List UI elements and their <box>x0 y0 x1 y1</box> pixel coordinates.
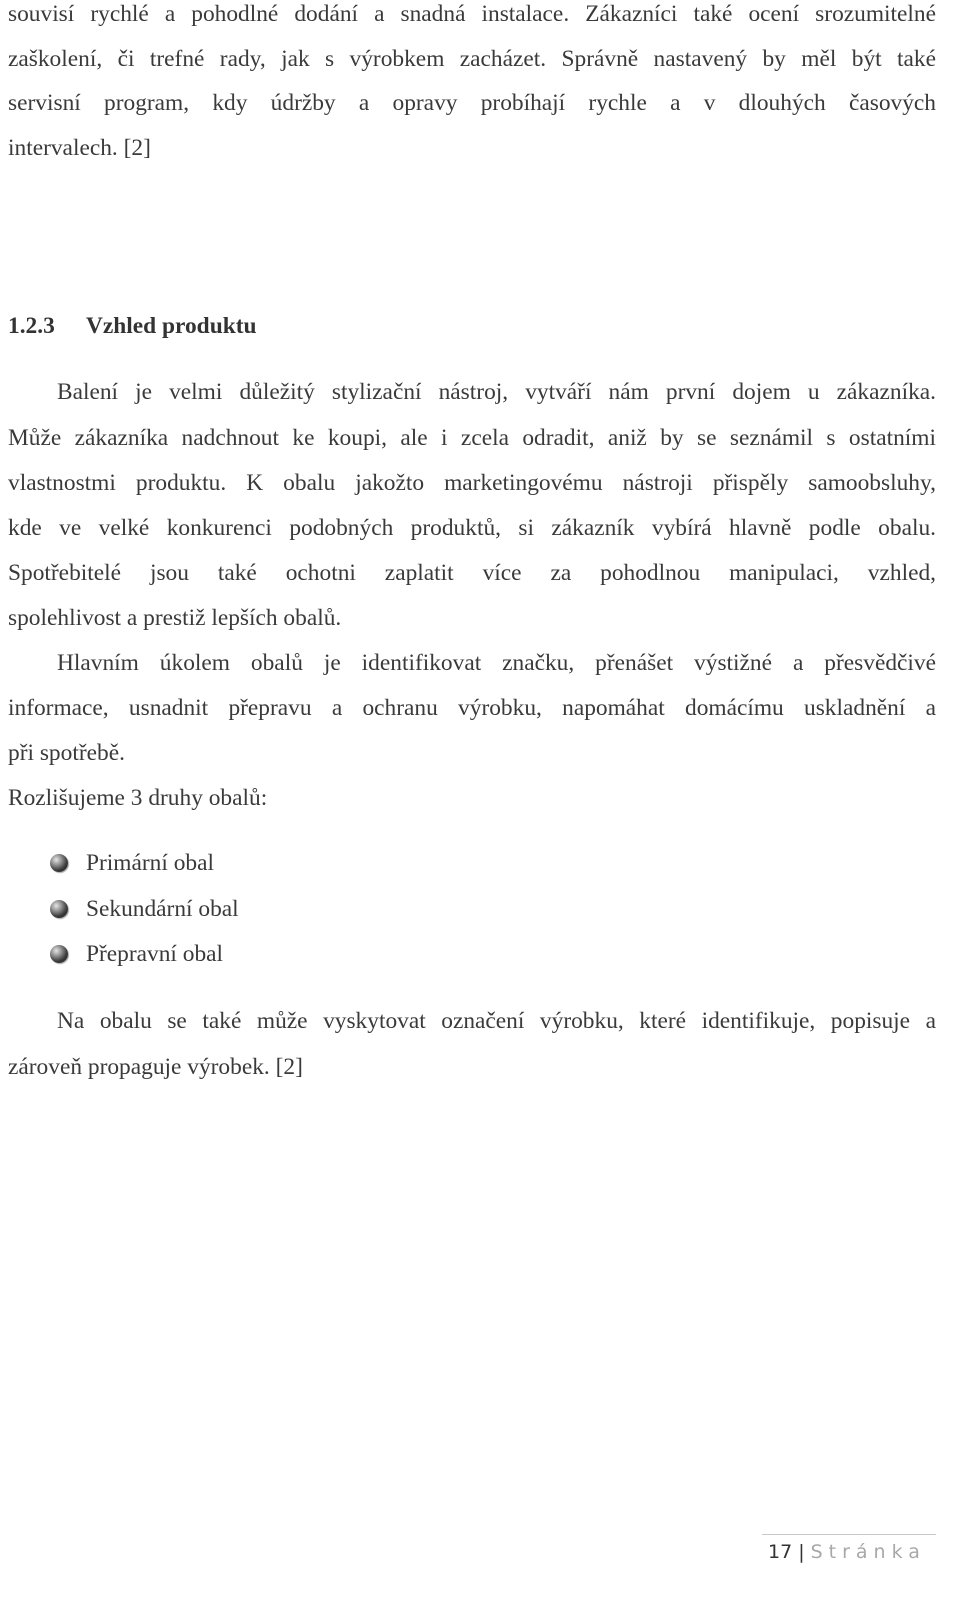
intro-line-4: intervalech. [2] <box>8 135 151 161</box>
list-intro: Rozlišujeme 3 druhy obalů: <box>8 785 268 811</box>
list-item-label: Sekundární obal <box>86 896 239 922</box>
paragraph1-line-6: spolehlivost a prestiž lepších obalů. <box>8 605 342 631</box>
section-title: Vzhled produktu <box>86 313 257 339</box>
paragraph1-line-3: vlastnostmi produktu. K obalu jakožto marketingovému nástroji přispěly samoobsluhy, <box>8 470 936 496</box>
paragraph3-line-1: Na obalu se také může vyskytovat označení výrobku, které identifikuje, popisuje a <box>57 1008 936 1034</box>
bullet-icon <box>50 854 68 872</box>
paragraph1-line-2: Může zákazníka nadchnout ke koupi, ale i zcela odradit, aniž by se seznámil s ostatními <box>8 425 936 451</box>
bullet-icon <box>50 945 68 963</box>
paragraph1-line-4: kde ve velké konkurenci podobných produktů, si zákazník vybírá hlavně podle obalu. <box>8 515 936 541</box>
section-number: 1.2.3 <box>8 313 55 339</box>
list-item-label: Přepravní obal <box>86 941 224 967</box>
paragraph2-line-3: při spotřebě. <box>8 740 125 766</box>
section-heading <box>8 315 257 338</box>
paragraph1-line-1: Balení je velmi důležitý stylizační nástroj, vytváří nám první dojem u zákazníka. <box>57 379 936 405</box>
paragraph2-line-1: Hlavním úkolem obalů je identifikovat značku, přenášet výstižné a přesvědčivé <box>57 650 936 676</box>
page-label: Stránka <box>810 1541 926 1563</box>
paragraph2-line-2: informace, usnadnit přepravu a ochranu výrobku, napomáhat domácímu uskladnění a <box>8 695 936 721</box>
intro-line-3: servisní program, kdy údržby a opravy probíhají rychle a v dlouhých časových <box>8 90 936 116</box>
intro-line-1: souvisí rychlé a pohodlné dodání a snadná instalace. Zákazníci také ocení srozumitelné <box>8 1 936 27</box>
paragraph1-line-5: Spotřebitelé jsou také ochotni zaplatit více za pohodlnou manipulaci, vzhled, <box>8 560 936 586</box>
paragraph3-line-2: zároveň propaguje výrobek. [2] <box>8 1054 303 1080</box>
page-footer <box>768 1543 926 1562</box>
footer-separator: | <box>798 1541 805 1563</box>
page-number: 17 <box>768 1541 793 1563</box>
list-item-label: Primární obal <box>86 850 214 876</box>
intro-line-2: zaškolení, či trefné rady, jak s výrobkem zacházet. Správně nastavený by měl být také <box>8 46 936 72</box>
footer-divider <box>762 1534 936 1535</box>
bullet-icon <box>50 900 68 918</box>
